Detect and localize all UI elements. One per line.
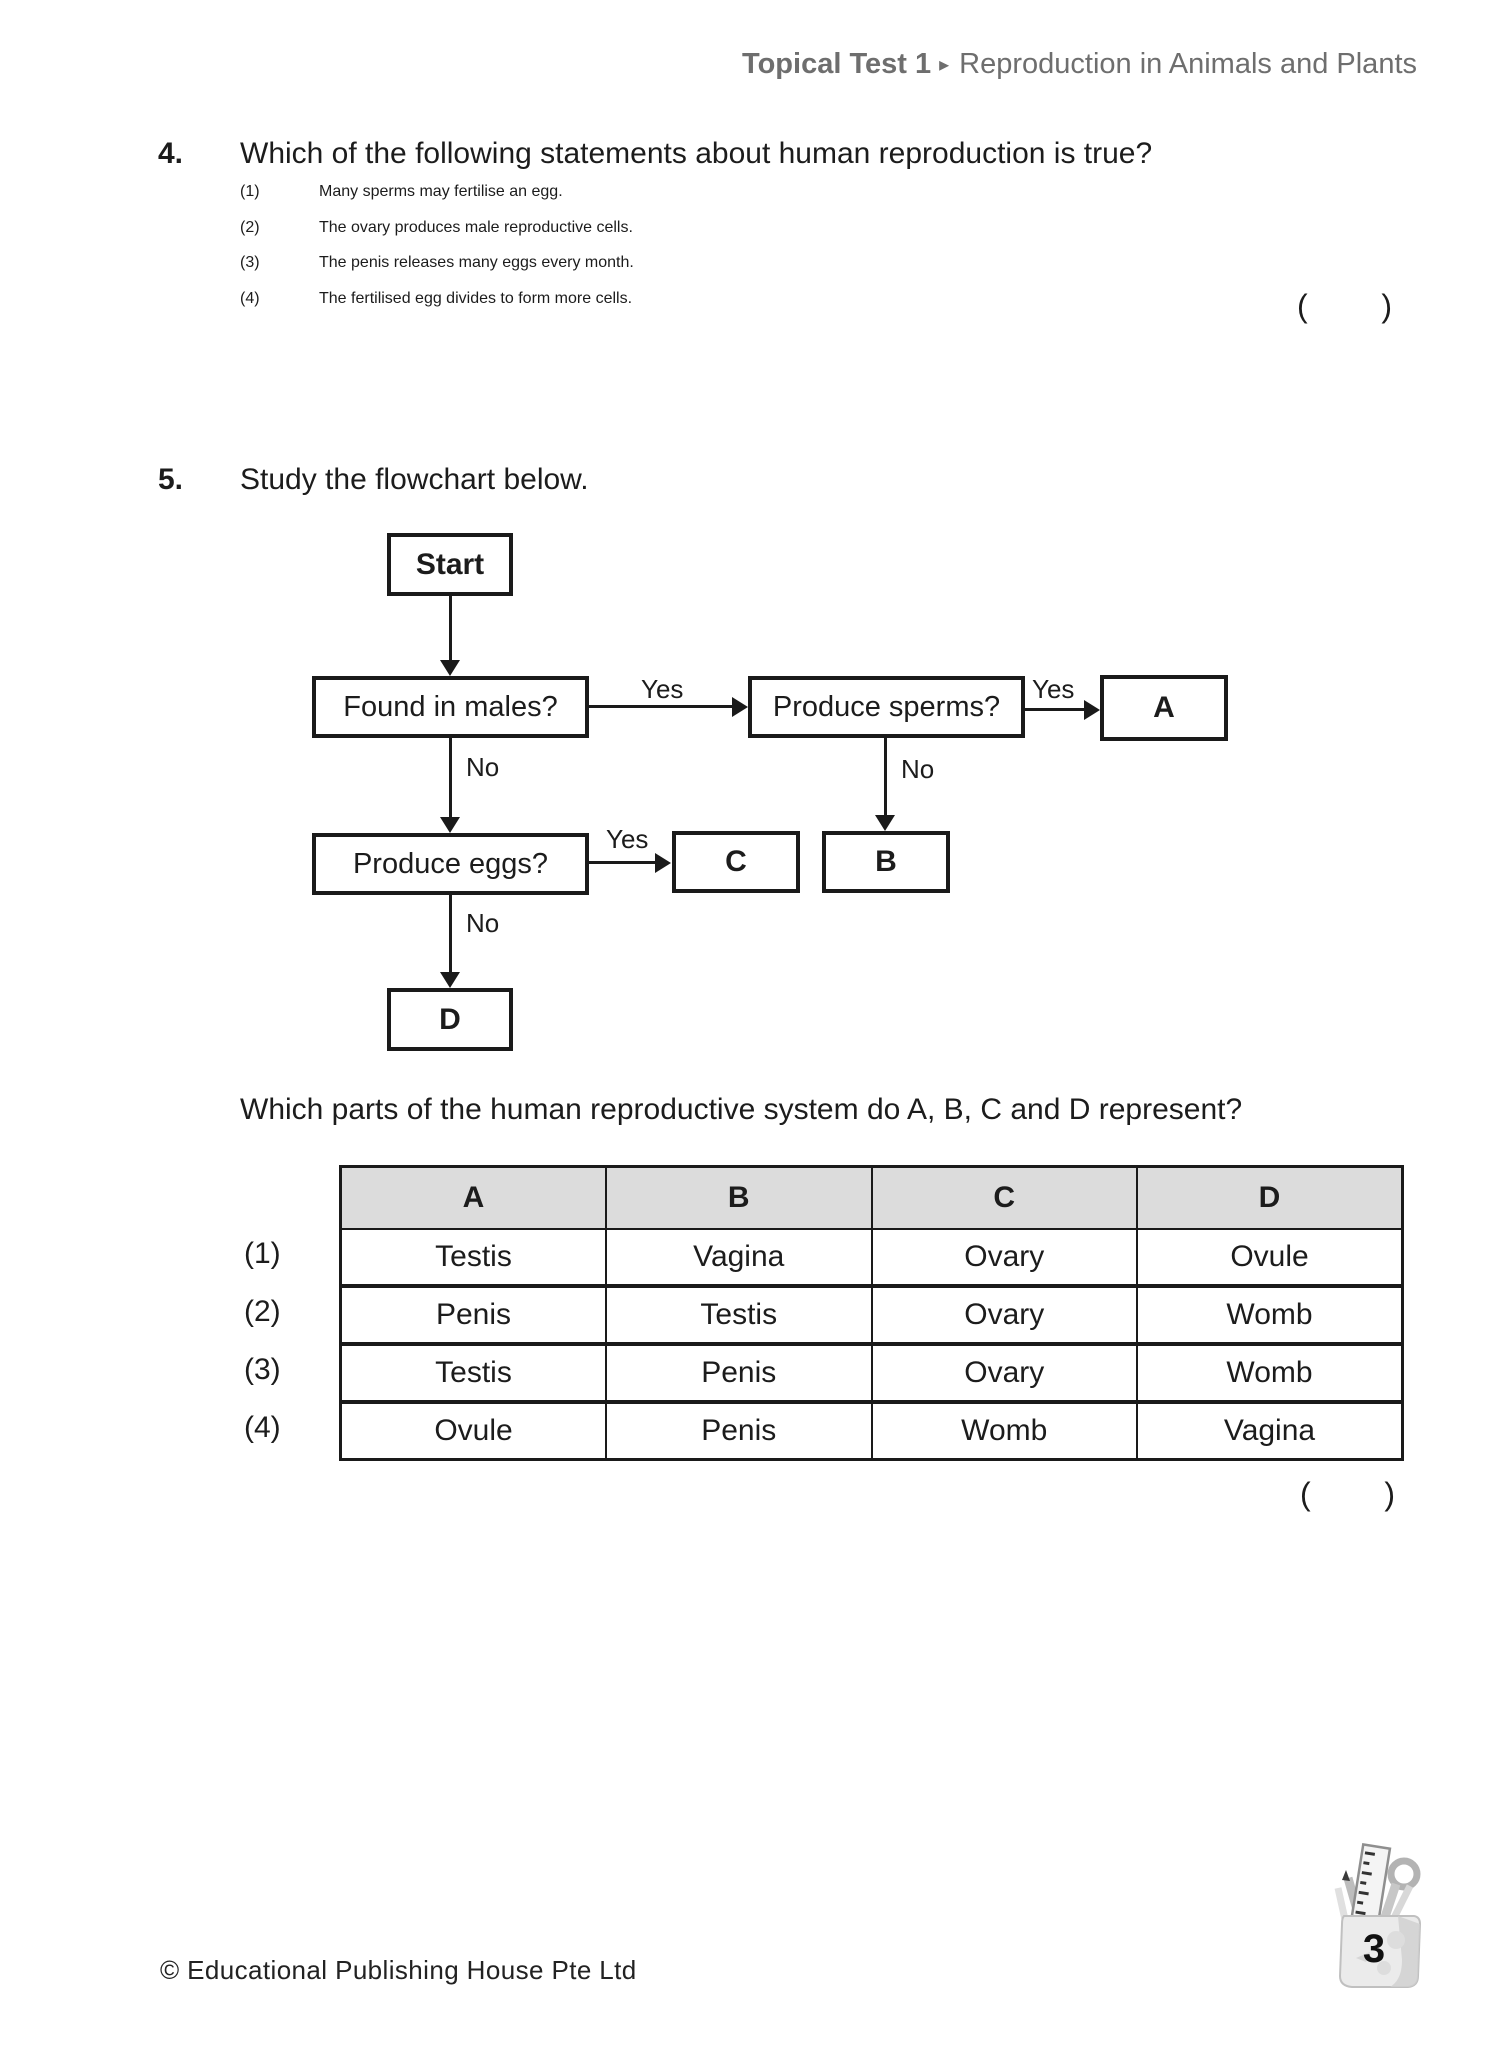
col-header-a: A <box>341 1167 607 1230</box>
table-cell: Vagina <box>606 1229 872 1286</box>
scissors-icon <box>1391 1861 1417 1887</box>
table-cell: Penis <box>606 1402 872 1460</box>
option-text: Many sperms may fertilise an egg. <box>319 183 563 200</box>
question-5-intro: Study the flowchart below. <box>240 463 589 496</box>
table-cell: Testis <box>341 1344 607 1402</box>
table-cell: Ovary <box>872 1286 1138 1344</box>
bracket-close: ) <box>1381 288 1392 324</box>
question-5 <box>158 462 1408 497</box>
flowchart-start-box: Start <box>387 533 513 596</box>
copyright-text: © Educational Publishing House Pte Ltd <box>160 1955 637 1985</box>
table-cell: Ovary <box>872 1229 1138 1286</box>
page-header <box>742 48 1417 81</box>
table-cell: Womb <box>1137 1344 1403 1402</box>
flowchart-box-c: C <box>672 831 800 893</box>
connector-line <box>589 705 732 708</box>
label-no: No <box>466 752 500 782</box>
page-number: 3 <box>1362 1927 1386 1971</box>
option-number: (2) <box>240 218 260 236</box>
arrow-right-icon <box>1084 700 1100 720</box>
arrow-down-icon <box>440 660 460 676</box>
table-cell: Penis <box>341 1286 607 1344</box>
question-4-options <box>240 183 1400 325</box>
table-cell: Testis <box>606 1286 872 1344</box>
header-topic-title: Reproduction in Animals and Plants <box>959 48 1417 80</box>
q4-answer-bracket <box>1297 288 1392 325</box>
table-row-label: (1) <box>244 1237 281 1270</box>
question-4 <box>158 136 1408 171</box>
label-yes: Yes <box>606 824 649 854</box>
table-row-label: (2) <box>244 1295 281 1328</box>
question-5-table-prompt-text: Which parts of the human reproductive system do A, B, C and D represent? <box>240 1093 1243 1126</box>
table-row <box>341 1286 1403 1344</box>
table-row-label: (3) <box>244 1353 281 1386</box>
connector-line <box>589 861 655 864</box>
q5-answer-bracket <box>1300 1476 1395 1513</box>
label-yes: Yes <box>641 674 684 704</box>
option-row <box>240 254 1400 290</box>
connector-line <box>1025 708 1084 711</box>
table-cell: Testis <box>341 1229 607 1286</box>
stationery-cup-icon <box>1326 1840 1438 2000</box>
table-cell: Vagina <box>1137 1402 1403 1460</box>
table-cell: Womb <box>872 1402 1138 1460</box>
question-5-number: 5. <box>158 463 184 496</box>
option-number: (1) <box>240 183 260 200</box>
page-number-badge <box>1326 1840 1438 2005</box>
triangle-separator-icon: ▸ <box>939 54 950 76</box>
connector-line <box>884 738 887 816</box>
question-5-table-prompt <box>240 1092 1460 1127</box>
table-row <box>341 1402 1403 1460</box>
table-cell: Penis <box>606 1344 872 1402</box>
label-no: No <box>466 908 500 938</box>
flowchart-box-d: D <box>387 988 513 1051</box>
bracket-open: ( <box>1297 288 1308 324</box>
connector-line <box>449 738 452 818</box>
table-cell: Ovule <box>1137 1229 1403 1286</box>
flowchart-box-b: B <box>822 831 950 893</box>
table-cell: Womb <box>1137 1286 1403 1344</box>
col-header-c: C <box>872 1167 1138 1230</box>
connector-line <box>449 895 452 972</box>
header-test-title: Topical Test 1 <box>742 48 932 80</box>
option-text: The fertilised egg divides to form more cells. <box>319 289 633 307</box>
arrow-down-icon <box>875 815 895 831</box>
flowchart-produce-eggs-box: Produce eggs? <box>312 833 589 895</box>
connector-line <box>449 596 452 660</box>
col-header-b: B <box>606 1167 872 1230</box>
option-text: The penis releases many eggs every month. <box>319 254 634 271</box>
option-number: (4) <box>240 289 260 307</box>
col-header-d: D <box>1137 1167 1403 1230</box>
option-row <box>240 290 1400 326</box>
answer-options-table <box>339 1165 1404 1461</box>
bracket-open: ( <box>1300 1476 1311 1512</box>
label-no: No <box>901 754 935 784</box>
table-row <box>341 1229 1403 1286</box>
flowchart-box-a: A <box>1100 675 1228 741</box>
arrow-down-icon <box>440 972 460 988</box>
arrow-right-icon <box>732 697 748 717</box>
option-text: The ovary produces male reproductive cells. <box>319 218 633 236</box>
option-number: (3) <box>240 254 260 271</box>
arrow-down-icon <box>440 817 460 833</box>
option-row <box>240 183 1400 219</box>
table-cell: Ovule <box>341 1402 607 1460</box>
table-row-label: (4) <box>244 1411 281 1444</box>
table-cell: Ovary <box>872 1344 1138 1402</box>
question-4-number: 4. <box>158 137 184 170</box>
question-4-text: Which of the following statements about human reproduction is true? <box>240 137 1153 170</box>
table-header-row <box>341 1167 1403 1230</box>
label-yes: Yes <box>1032 674 1075 704</box>
table-row <box>341 1344 1403 1402</box>
bracket-close: ) <box>1384 1476 1395 1512</box>
option-row <box>240 219 1400 255</box>
arrow-right-icon <box>655 853 671 873</box>
flowchart-found-in-males-box: Found in males? <box>312 676 589 738</box>
flowchart-produce-sperms-box: Produce sperms? <box>748 676 1025 738</box>
